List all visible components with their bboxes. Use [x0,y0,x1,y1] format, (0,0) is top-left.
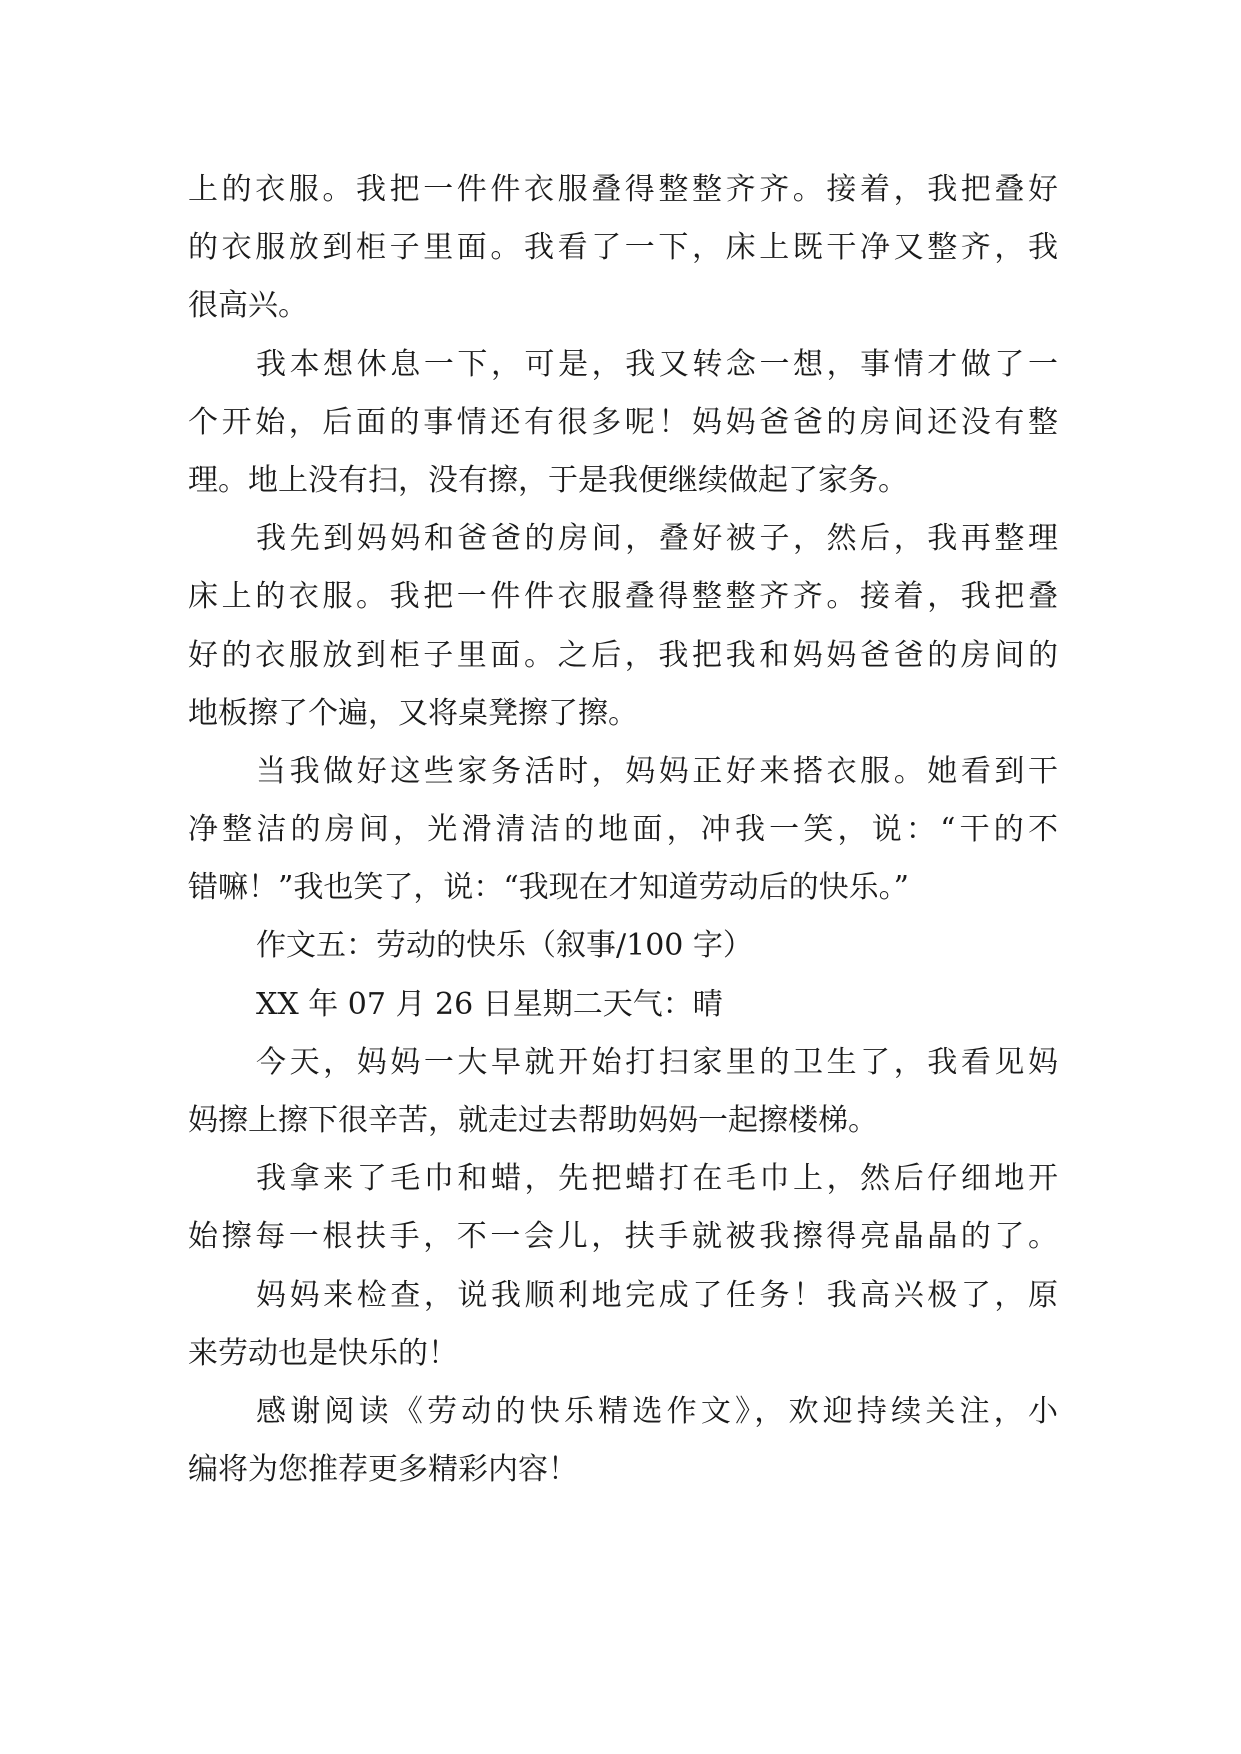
text-line: 理。地上没有扫，没有擦，于是我便继续做起了家务。 [188,462,908,498]
text-line: 编将为您推荐更多精彩内容！ [188,1452,578,1488]
text-line: 床上的衣服。我把一件件衣服叠得整整齐齐。接着，我把叠 [188,579,1058,615]
text-line: 地板擦了个遍，又将桌凳擦了擦。 [188,695,638,731]
document-body [188,161,1058,1499]
text-line: 今天，妈妈一大早就开始打扫家里的卫生了，我看见妈 [256,1044,1058,1080]
text-line: 上的衣服。我把一件件衣服叠得整整齐齐。接着，我把叠好 [188,172,1058,207]
text-line: 感谢阅读《劳动的快乐精选作文》，欢迎持续关注，小 [256,1393,1058,1429]
text-line: 始擦每一根扶手，不一会儿，扶手就被我擦得亮晶晶的了。 [188,1219,1058,1255]
text-line: 错嘛！”我也笑了，说：“我现在才知道劳动后的快乐。” [188,870,910,906]
text-line: 来劳动也是快乐的！ [188,1335,458,1371]
text-line: 个开始，后面的事情还有很多呢！妈妈爸爸的房间还没有整 [188,404,1058,440]
text-line: 好的衣服放到柜子里面。之后，我把我和妈妈爸爸的房间的 [188,637,1058,673]
text-line: 当我做好这些家务活时，妈妈正好来搭衣服。她看到干 [256,753,1058,789]
text-line: 的衣服放到柜子里面。我看了一下，床上既干净又整齐，我 [188,230,1058,266]
text-line: 作文五：劳动的快乐（叙事/100 字） [256,928,753,964]
text-line: 净整洁的房间，光滑清洁的地面，冲我一笑，说：“干的不 [188,812,1058,848]
text-line: 我先到妈妈和爸爸的房间，叠好被子，然后，我再整理 [256,521,1058,557]
text-line: 我本想休息一下，可是，我又转念一想，事情才做了一 [256,346,1058,382]
text-line: XX 年 07 月 26 日星期二天气：晴 [256,986,723,1022]
text-line: 妈擦上擦下很辛苦，就走过去帮助妈妈一起擦楼梯。 [188,1103,878,1138]
text-line: 妈妈来检查，说我顺利地完成了任务！我高兴极了，原 [256,1277,1058,1313]
text-line: 很高兴。 [188,288,308,324]
text-line: 我拿来了毛巾和蜡，先把蜡打在毛巾上，然后仔细地开 [256,1161,1058,1197]
